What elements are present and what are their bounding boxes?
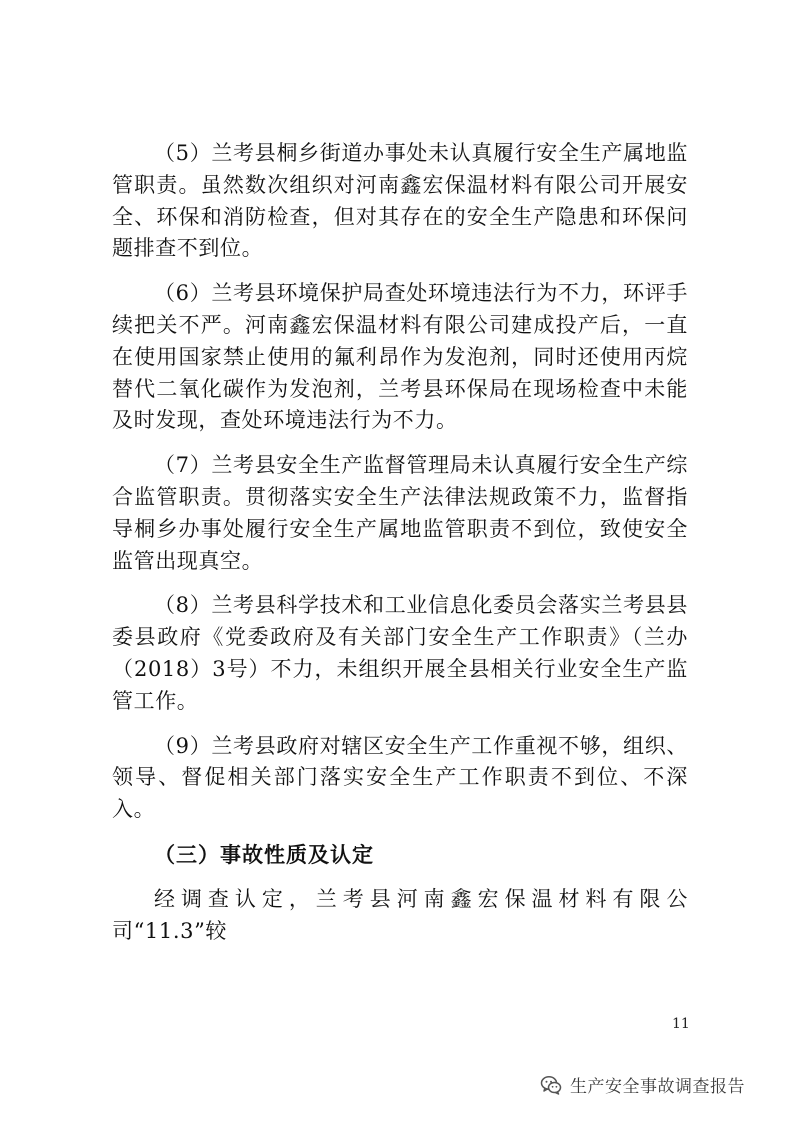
- final-paragraph: 经调查认定，兰考县河南鑫宏保温材料有限公司“11.3”较: [112, 886, 688, 943]
- section-heading: （三）事故性质及认定: [154, 842, 374, 867]
- page-number: 11: [672, 1016, 690, 1032]
- paragraph-item-9: （9）兰考县政府对辖区安全生产工作重视不够，组织、领导、督促相关部门落实安全生产工作职责不到位、不深入。: [112, 733, 688, 822]
- paragraph-item-5: （5）兰考县桐乡街道办事处未认真履行安全生产属地监管职责。虽然数次组织对河南鑫宏保温材料有限公司开展安全、环保和消防检查，但对其存在的安全生产隐患和环保问题排查不到位。: [112, 141, 688, 261]
- document-body: [112, 138, 688, 961]
- wechat-icon: [540, 1074, 562, 1096]
- watermark: [540, 1072, 745, 1097]
- watermark-text: 生产安全事故调查报告: [570, 1077, 745, 1097]
- paragraph-item-8: （8）兰考县科学技术和工业信息化委员会落实兰考县县委县政府《党委政府及有关部门安全生产工作职责》（兰办（2018）3号）不力，未组织开展全县相关行业安全生产监管工作。: [112, 593, 688, 713]
- paragraph-item-6: （6）兰考县环境保护局查处环境违法行为不力，环评手续把关不严。河南鑫宏保温材料有限公司建成投产后，一直在使用国家禁止使用的氟利昂作为发泡剂，同时还使用丙烷替代二氧化碳作为发泡剂，兰考县环保局在现场检查中未能及时发现，查处环境违法行为不力。: [112, 281, 688, 433]
- paragraph-item-7: （7）兰考县安全生产监督管理局未认真履行安全生产综合监管职责。贯彻落实安全生产法律法规政策不力，监督指导桐乡办事处履行安全生产属地监管职责不到位，致使安全监管出现真空。: [112, 453, 688, 573]
